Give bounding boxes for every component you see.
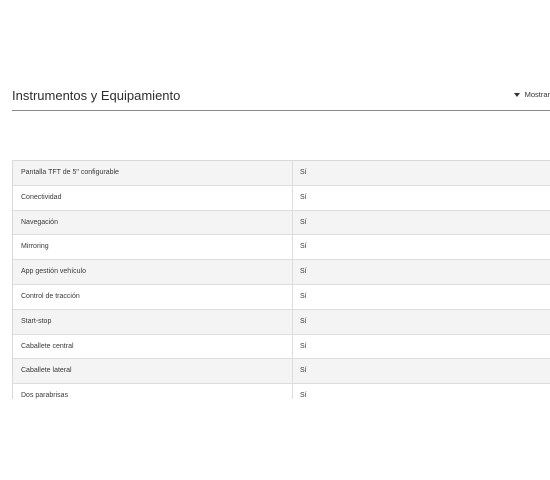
- spec-label: Caballete lateral: [13, 359, 293, 383]
- spec-label: Dos parabrisas: [13, 384, 293, 399]
- section-title: Instrumentos y Equipamiento: [12, 88, 181, 103]
- spec-label: Conectividad: [13, 186, 293, 210]
- table-row: [13, 285, 550, 310]
- spec-label: Mirroring: [13, 235, 293, 259]
- spec-label: Caballete central: [13, 335, 293, 359]
- table-row: [13, 186, 550, 211]
- spec-label: Pantalla TFT de 5" configurable: [13, 161, 293, 185]
- spec-value: Sí: [300, 243, 307, 251]
- spec-label: Start-stop: [13, 310, 293, 334]
- spec-value: Sí: [300, 367, 307, 375]
- spec-label: Control de tracción: [13, 285, 293, 309]
- spec-value: Sí: [300, 292, 307, 300]
- spec-table: [12, 160, 550, 399]
- table-row: [13, 384, 550, 399]
- table-row: [13, 161, 550, 186]
- spec-value: Sí: [300, 342, 307, 350]
- table-row: [13, 211, 550, 236]
- spec-label: Navegación: [13, 211, 293, 235]
- table-row: [13, 310, 550, 335]
- table-row: [13, 335, 550, 360]
- spec-value: Sí: [300, 317, 307, 325]
- section-header: [12, 84, 550, 111]
- table-row: [13, 235, 550, 260]
- table-row: [13, 359, 550, 384]
- table-row: [13, 260, 550, 285]
- spec-value: Sí: [300, 193, 307, 201]
- spec-value: Sí: [300, 392, 307, 399]
- spec-label: App gestión vehículo: [13, 260, 293, 284]
- chevron-down-icon: [514, 93, 520, 97]
- show-toggle-label: Mostrar: [524, 90, 550, 99]
- spec-value: Sí: [300, 169, 307, 176]
- show-toggle-button[interactable]: [514, 90, 550, 99]
- spec-value: Sí: [300, 268, 307, 276]
- spec-value: Sí: [300, 218, 307, 226]
